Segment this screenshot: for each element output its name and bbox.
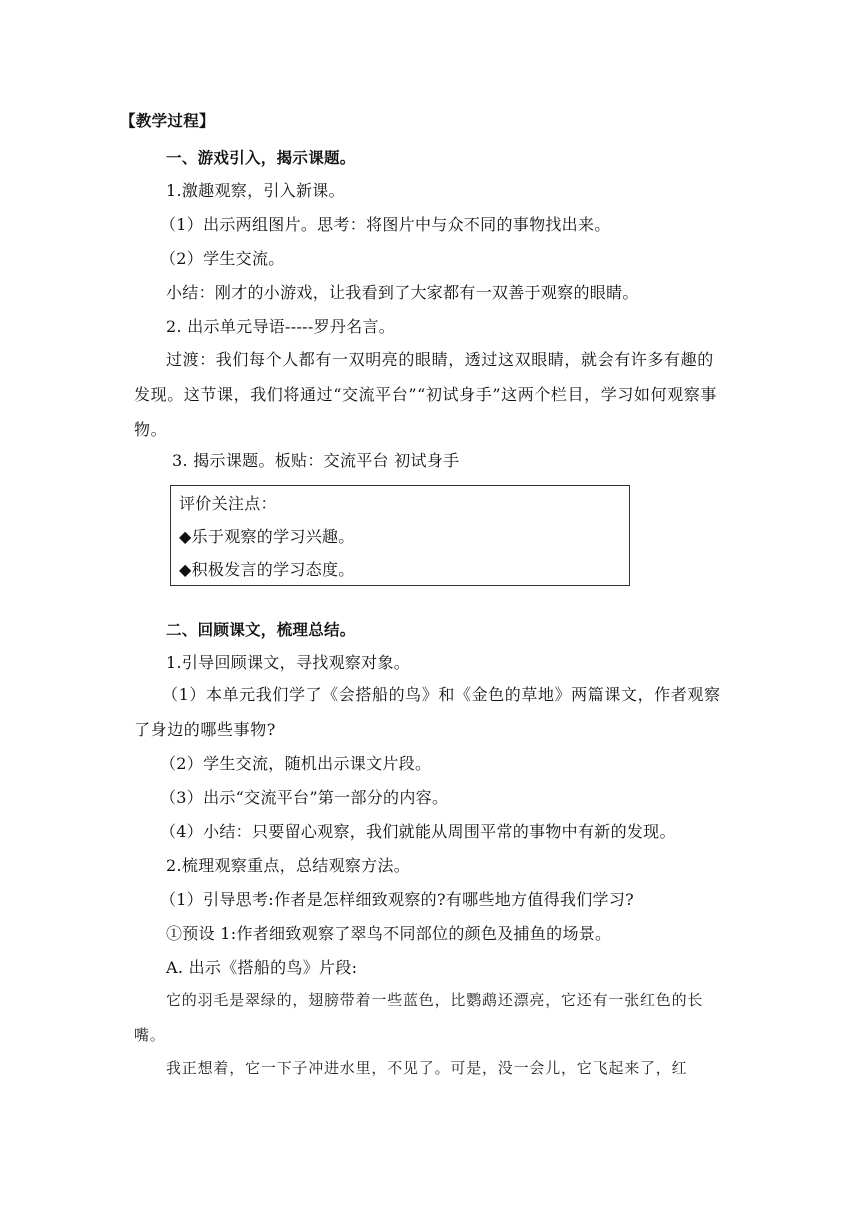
excerpt-paragraph: 它的羽毛是翠绿的，翅膀带着一些蓝色，比鹦鹉还漂亮，它还有一张红色的长嘴。 bbox=[134, 991, 704, 1044]
excerpt-paragraph: 我正想着，它一下子冲进水里，不见了。可是，没一会儿，它飞起来了，红 bbox=[166, 1059, 688, 1077]
part1-step1-1: （1）出示两组图片。思考：将图片中与众不同的事物找出来。 bbox=[160, 215, 611, 234]
part1-summary: 小结：刚才的小游戏，让我看到了大家都有一双善于观察的眼睛。 bbox=[166, 283, 639, 302]
part1-step2: 2. 出示单元导语-----罗丹名言。 bbox=[166, 317, 396, 336]
part1-heading: 一、游戏引入，揭示课题。 bbox=[166, 149, 356, 167]
part1-transition: 过渡：我们每个人都有一双明亮的眼睛，透过这双眼睛，就会有许多有趣的发现。这节课，我们将通过“交流平台”“初试身手”这两个栏目，学习如何观察事物。 bbox=[134, 350, 717, 439]
part1-step1: 1.激趣观察，引入新课。 bbox=[166, 181, 345, 200]
evaluation-box-title: 评价关注点： bbox=[179, 494, 277, 513]
part2-step1-4: （4）小结：只要留心观察，我们就能从周围平常的事物中有新的发现。 bbox=[160, 822, 676, 841]
part1-step1-2: （2）学生交流。 bbox=[160, 249, 285, 268]
part2-step2-1: （1）引导思考:作者是怎样细致观察的?有哪些地方值得我们学习? bbox=[160, 890, 635, 909]
evaluation-item: ◆积极发言的学习态度。 bbox=[179, 560, 355, 579]
evaluation-box bbox=[170, 485, 630, 586]
part2-preset1: ①预设 1:作者细致观察了翠鸟不同部位的颜色及捕鱼的场景。 bbox=[166, 924, 612, 943]
part2-step1-2: （2）学生交流，随机出示课文片段。 bbox=[160, 754, 432, 773]
part2-step1-3: （3）出示“交流平台”第一部分的内容。 bbox=[160, 788, 449, 807]
evaluation-item: ◆乐于观察的学习兴趣。 bbox=[179, 527, 355, 546]
part2-heading: 二、回顾课文，梳理总结。 bbox=[166, 621, 356, 639]
part2-step1: 1.引导回顾课文，寻找观察对象。 bbox=[166, 653, 411, 672]
part1-step3: 3. 揭示课题。板贴：交流平台 初试身手 bbox=[172, 451, 460, 470]
part2-step2: 2.梳理观察重点，总结观察方法。 bbox=[166, 856, 411, 875]
part2-excerpt-label: A. 出示《搭船的鸟》片段: bbox=[166, 958, 358, 977]
part2-step1-1: （1）本单元我们学了《会搭船的鸟》和《金色的草地》两篇课文，作者观察了身边的哪些事物? bbox=[134, 685, 721, 739]
section-title: 【教学过程】 bbox=[120, 112, 215, 130]
